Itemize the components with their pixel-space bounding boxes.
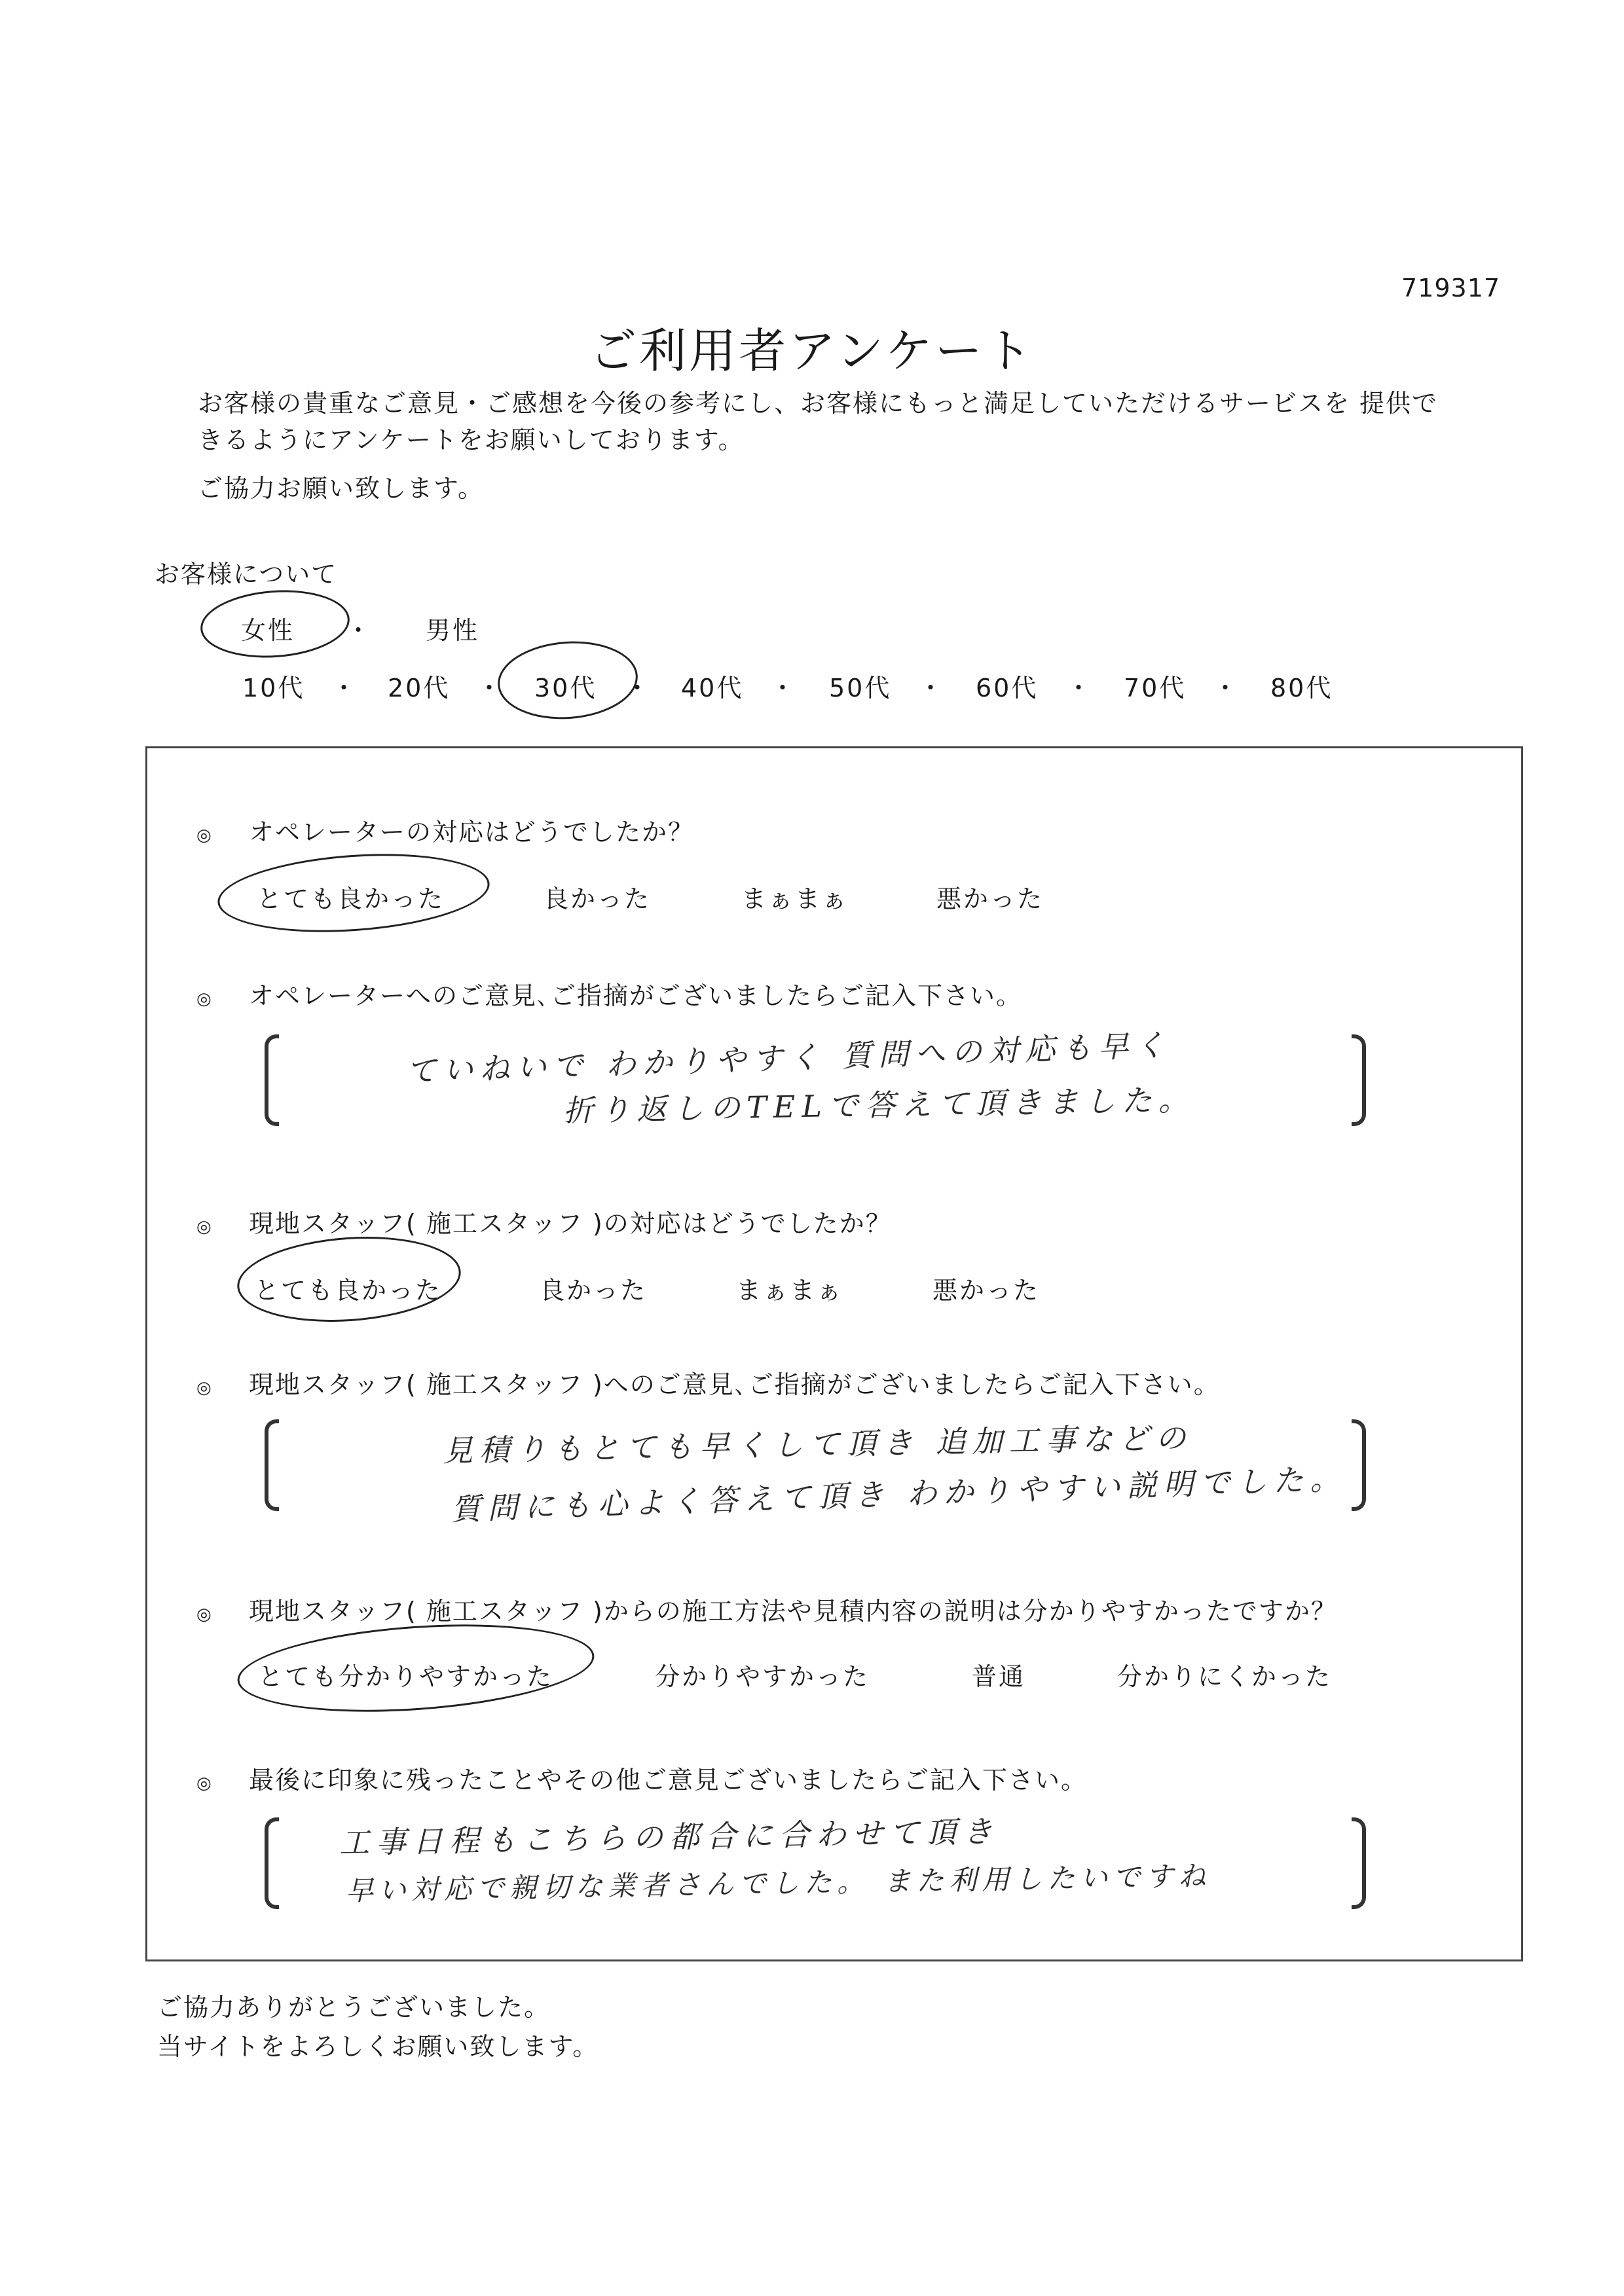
bullet-icon: ◎ <box>196 1774 213 1793</box>
bullet-icon: ◎ <box>196 826 213 845</box>
q1-option-bad[interactable]: 悪かった <box>936 884 1044 913</box>
gender-option-male[interactable]: 男性 <box>426 616 480 645</box>
age-option-40[interactable]: 40代 <box>681 674 744 702</box>
customer-heading: お客様について <box>155 560 338 589</box>
question-1 <box>196 812 694 848</box>
gender-separator: ・ <box>346 616 371 645</box>
age-separator: ・ <box>770 674 796 702</box>
q5-option-very-clear[interactable]: とても分かりやすかった <box>258 1662 554 1691</box>
question-1-text: オペレーターの対応はどうでしたか？ <box>249 818 695 847</box>
age-option-70[interactable]: 70代 <box>1124 674 1187 702</box>
q5-option-clear[interactable]: 分かりやすかった <box>655 1662 870 1691</box>
q2-answer-line-1: ていねいで わかりやすく 質問への対応も早く <box>405 1027 1172 1089</box>
question-3 <box>196 1203 892 1239</box>
bullet-icon: ◎ <box>196 1605 213 1624</box>
bullet-icon: ◎ <box>196 989 213 1009</box>
answer-bracket-right <box>1352 1419 1366 1511</box>
age-separator: ・ <box>331 674 357 702</box>
age-separator: ・ <box>918 674 944 702</box>
intro-text <box>198 385 1514 507</box>
intro-line-3: ご協力お願い致します。 <box>198 474 484 503</box>
q5-option-normal[interactable]: 普通 <box>972 1662 1026 1691</box>
age-option-30[interactable]: 30代 <box>534 674 597 702</box>
bullet-icon: ◎ <box>196 1378 213 1398</box>
footer <box>157 1988 599 2066</box>
q3-option-average[interactable]: まぁまぁ <box>736 1276 844 1305</box>
q3-option-very-good[interactable]: とても良かった <box>254 1276 443 1305</box>
answer-bracket-left <box>265 1419 279 1511</box>
q4-answer-line-2: 質問にも心よく答えて頂き わかりやすい説明でした。 <box>450 1461 1348 1527</box>
footer-line-1: ご協力ありがとうございました。 <box>157 1993 551 2022</box>
age-option-20[interactable]: 20代 <box>388 674 451 702</box>
intro-line-1: お客様の貴重なご意見・ご感想を今後の参考にし、お客様にもっと満足していただけるサービスを 提供で <box>198 389 1439 418</box>
intro-line-2: きるようにアンケートをお願いしております。 <box>198 426 745 454</box>
q1-option-very-good[interactable]: とても良かった <box>257 884 445 913</box>
age-separator: ・ <box>1213 674 1238 702</box>
document-id: 719317 <box>1401 274 1501 302</box>
q6-answer-line-2: 早い対応で親切な業者さんでした。 また利用したいですね <box>345 1859 1211 1907</box>
gender-option-female[interactable]: 女性 <box>241 616 295 645</box>
age-separator: ・ <box>477 674 502 702</box>
page-title: ご利用者アンケート <box>589 323 1035 378</box>
answer-bracket-right <box>1352 1034 1366 1126</box>
question-2 <box>196 975 1022 1011</box>
q6-answer-line-1: 工事日程もこちらの都合に合わせて頂き <box>339 1813 1000 1861</box>
age-option-10[interactable]: 10代 <box>242 674 305 702</box>
age-separator: ・ <box>625 674 650 702</box>
q5-option-unclear[interactable]: 分かりにくかった <box>1117 1662 1333 1691</box>
answer-bracket-left <box>265 1034 279 1126</box>
footer-line-2: 当サイトをよろしくお願い致します。 <box>157 2032 599 2061</box>
question-2-text: オペレーターへのご意見､ご指摘がございましたらご記入下さい。 <box>249 981 1023 1010</box>
age-option-80[interactable]: 80代 <box>1270 674 1333 702</box>
q4-answer-line-1: 見積りもとても早くして頂き 追加工事などの <box>442 1420 1193 1468</box>
q2-answer-line-2: 折り返しのTELで答えて頂きました。 <box>563 1082 1196 1129</box>
question-3-text: 現地スタッフ( 施工スタッフ )の対応はどうでしたか？ <box>249 1209 892 1238</box>
question-5-text: 現地スタッフ( 施工スタッフ )からの施工方法や見積内容の説明は分かりやすかったですか？ <box>249 1597 1337 1626</box>
question-4 <box>196 1364 1220 1400</box>
age-option-60[interactable]: 60代 <box>976 674 1039 702</box>
q1-option-average[interactable]: まぁまぁ <box>741 884 849 913</box>
age-separator: ・ <box>1066 674 1092 702</box>
age-option-50[interactable]: 50代 <box>829 674 892 702</box>
question-6 <box>196 1760 1087 1796</box>
bullet-icon: ◎ <box>196 1217 213 1237</box>
q3-option-good[interactable]: 良かった <box>540 1276 648 1305</box>
answer-bracket-left <box>265 1817 279 1909</box>
question-5 <box>196 1591 1337 1627</box>
q3-option-bad[interactable]: 悪かった <box>932 1276 1041 1305</box>
answer-bracket-right <box>1352 1817 1366 1909</box>
q1-option-good[interactable]: 良かった <box>544 884 652 913</box>
question-4-text: 現地スタッフ( 施工スタッフ )へのご意見､ご指摘がございましたらご記入下さい。 <box>249 1370 1220 1399</box>
question-6-text: 最後に印象に残ったことやその他ご意見ございましたらご記入下さい。 <box>249 1766 1088 1795</box>
